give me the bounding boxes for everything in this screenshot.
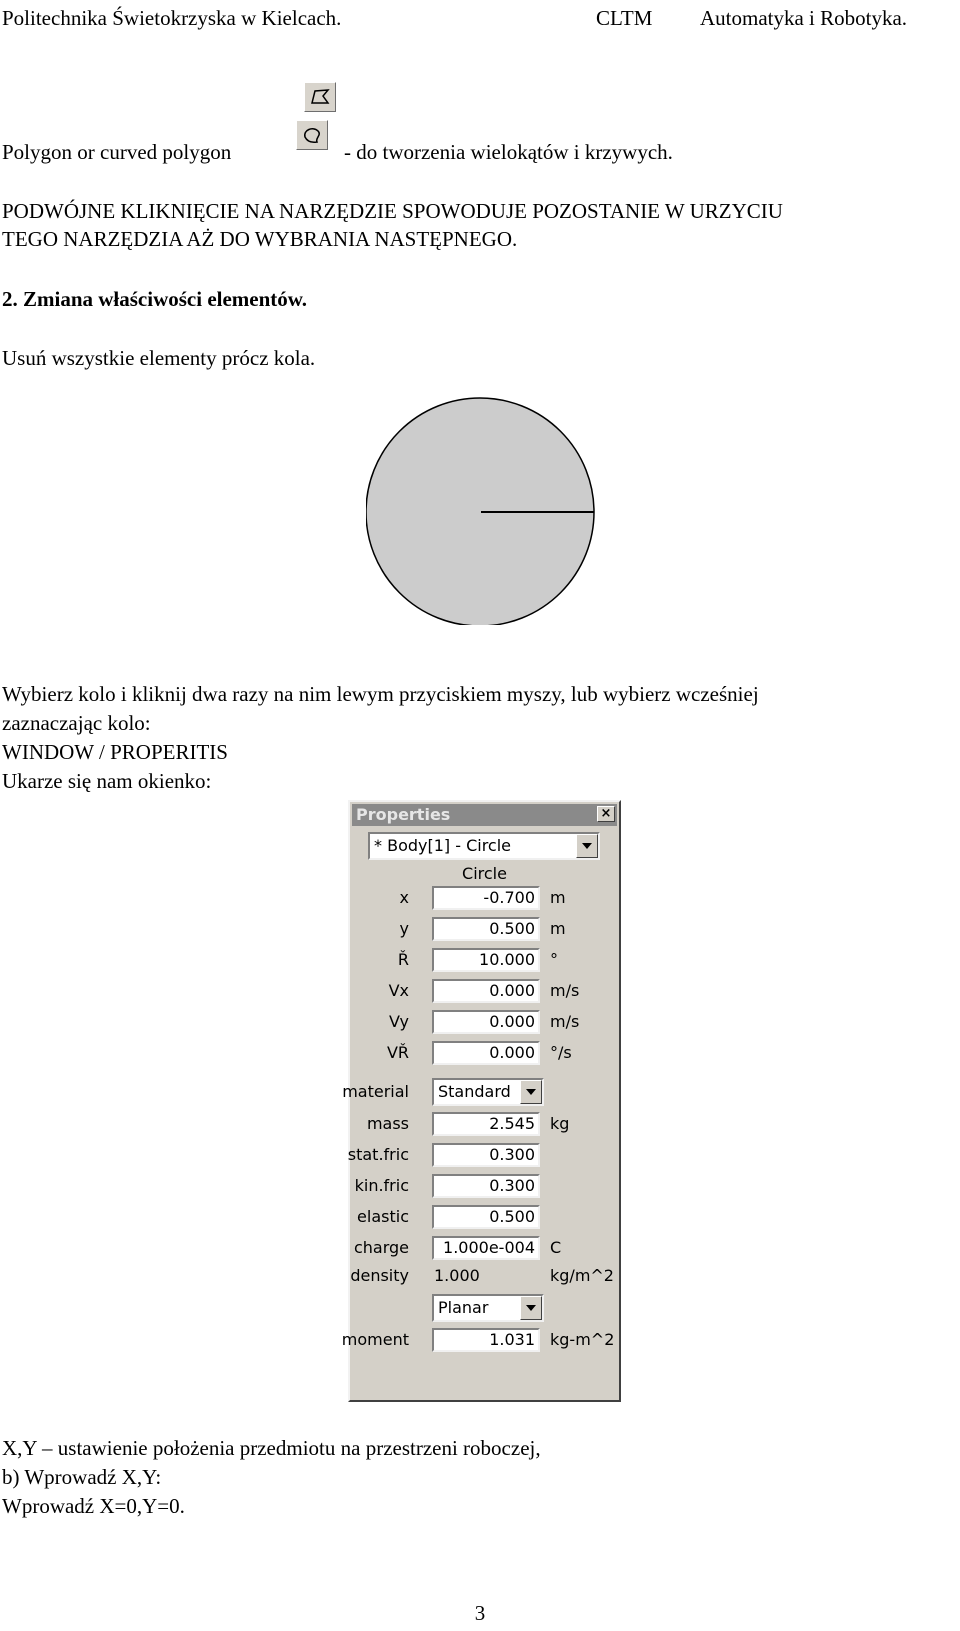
material-select-value: Standard <box>438 1082 511 1101</box>
instruction-line-4: Ukarze się nam okienko: <box>2 769 212 793</box>
moment-label: moment <box>341 1330 409 1349</box>
chevron-down-icon[interactable] <box>576 834 598 858</box>
field-label: mass <box>366 1114 409 1133</box>
field-label: VŘ <box>386 1043 409 1062</box>
field-row <box>347 1143 619 1169</box>
field-angle-input[interactable]: 10.000 <box>432 948 540 972</box>
field-row <box>350 948 619 974</box>
field-label: kin.fric <box>354 1176 409 1195</box>
curved-polygon-tool-icon <box>301 125 323 145</box>
field-unit: ° <box>550 950 558 969</box>
section-heading: 2. Zmiana właściwości elementów. <box>2 287 308 311</box>
field-label: Vx <box>388 981 409 1000</box>
field-unit: m/s <box>550 981 580 1000</box>
polygon-tool-label: Polygon or curved polygon <box>2 140 232 164</box>
chevron-down-icon[interactable] <box>520 1080 542 1104</box>
circle-body-figure <box>366 385 606 625</box>
field-unit: kg <box>550 1114 570 1133</box>
close-button[interactable] <box>597 806 615 822</box>
field-row <box>350 1236 619 1262</box>
field-row <box>350 917 619 943</box>
field-label: Ř <box>397 950 409 969</box>
header-faculty: Automatyka i Robotyka. <box>700 6 908 30</box>
field-vy-input[interactable]: 0.000 <box>432 1010 540 1034</box>
header-course: CLTM <box>596 6 653 30</box>
field-unit: m <box>550 888 566 907</box>
field-label: charge <box>353 1238 409 1257</box>
field-charge-input[interactable]: 1.000e-004 <box>432 1236 540 1260</box>
field-row <box>350 1010 619 1036</box>
polygon-tool-description: - do tworzenia wielokątów i krzywych. <box>344 140 673 164</box>
field-mass-input[interactable]: 2.545 <box>432 1112 540 1136</box>
material-select[interactable] <box>432 1078 544 1106</box>
field-elastic-input[interactable]: 0.500 <box>432 1205 540 1229</box>
field-label: x <box>399 888 409 907</box>
note-line-2: TEGO NARZĘDZIA AŻ DO WYBRANIA NASTĘPNEGO. <box>2 227 518 251</box>
note-line-1: PODWÓJNE KLIKNIĘCIE NA NARZĘDZIE SPOWODUJE POZOSTANIE W URZYCIU <box>2 199 783 223</box>
bottom-line-1: X,Y – ustawienie położenia przedmiotu na przestrzeni roboczej, <box>2 1436 541 1460</box>
chevron-down-icon[interactable] <box>520 1296 542 1320</box>
field-row <box>350 1205 619 1231</box>
field-vangle-input[interactable]: 0.000 <box>432 1041 540 1065</box>
properties-titlebar[interactable] <box>352 804 617 826</box>
field-label: elastic <box>357 1207 409 1226</box>
properties-window <box>341 800 621 1402</box>
instruction-line-1: Wybierz kolo i kliknij dwa razy na nim lewym przyciskiem myszy, lub wybierz wcześniej <box>2 682 759 706</box>
curved-polygon-tool-button[interactable] <box>296 120 328 150</box>
field-moment-input[interactable]: 1.031 <box>432 1328 540 1352</box>
polygon-tool-icon <box>309 87 331 107</box>
field-unit: m <box>550 919 566 938</box>
density-unit: kg/m^2 <box>550 1266 614 1285</box>
density-label: density <box>350 1266 409 1285</box>
close-icon: × <box>600 806 612 821</box>
field-label: y <box>399 919 409 938</box>
field-kin-fric-input[interactable]: 0.300 <box>432 1174 540 1198</box>
page-number: 3 <box>474 1601 486 1625</box>
field-unit: °/s <box>550 1043 572 1062</box>
field-stat-fric-input[interactable]: 0.300 <box>432 1143 540 1167</box>
moment-mode-value: Planar <box>438 1298 489 1317</box>
polygon-tool-button[interactable] <box>304 82 336 112</box>
field-y-input[interactable]: 0.500 <box>432 917 540 941</box>
header-institution: Politechnika Świetokrzyska w Kielcach. <box>2 6 342 30</box>
remove-instruction: Usuń wszystkie elementy prócz kola. <box>2 346 316 370</box>
field-unit: C <box>550 1238 562 1257</box>
bottom-line-2: b) Wprowadź X,Y: <box>2 1465 162 1489</box>
field-row <box>350 1174 619 1200</box>
instruction-line-3: WINDOW / PROPERITIS <box>2 740 228 764</box>
instruction-line-2: zaznaczając kolo: <box>2 711 151 735</box>
field-row <box>341 1328 619 1354</box>
moment-mode-select[interactable] <box>432 1294 544 1322</box>
field-row <box>350 1112 619 1138</box>
density-value: 1.000 <box>434 1266 480 1285</box>
moment-unit: kg-m^2 <box>550 1330 615 1349</box>
body-select[interactable] <box>368 832 600 860</box>
field-row <box>350 886 619 912</box>
field-x-input[interactable]: -0.700 <box>432 886 540 910</box>
field-unit: m/s <box>550 1012 580 1031</box>
material-label: material <box>342 1082 409 1101</box>
bottom-line-3: Wprowadź X=0,Y=0. <box>2 1494 185 1518</box>
body-select-value: * Body[1] - Circle <box>374 836 512 855</box>
field-label: Vy <box>389 1012 409 1031</box>
field-label: stat.fric <box>347 1145 409 1164</box>
field-row <box>350 979 619 1005</box>
field-row <box>350 1041 619 1067</box>
properties-title: Properties <box>356 805 451 824</box>
field-vx-input[interactable]: 0.000 <box>432 979 540 1003</box>
section-label-circle: Circle <box>462 864 507 883</box>
